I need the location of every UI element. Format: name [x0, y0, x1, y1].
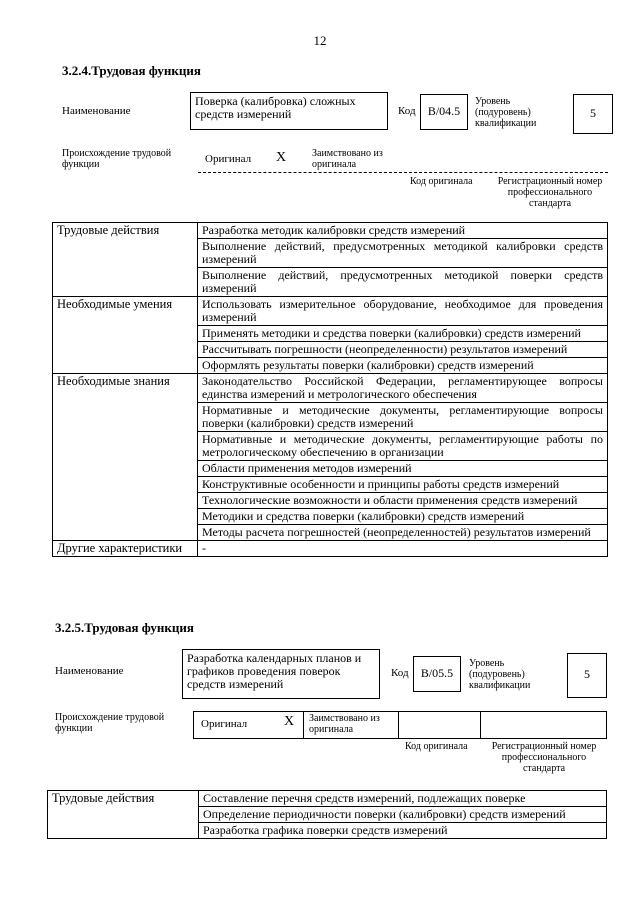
row-label: Трудовые действия: [53, 223, 198, 297]
row-item: Оформлять результаты поверки (калибровки) средств измерений: [198, 358, 608, 374]
row-item: Выполнение действий, предусмотренных методикой поверки средств измерений: [198, 268, 608, 297]
row-item: Нормативные и методические документы, регламентирующие работы по метрологическому обеспечению в организации: [198, 432, 608, 461]
code-value: В/05.5: [420, 666, 454, 680]
row-item: Рассчитывать погрешности (неопределенности) результатов измерений: [198, 342, 608, 358]
section-heading-3-2-4: 3.2.4.Трудовая функция: [62, 63, 201, 78]
level-label: Уровень (подуровень) квалификации: [475, 96, 537, 129]
original-mark: X: [284, 714, 295, 729]
original-label: Оригинал: [205, 153, 252, 165]
row-item: Выполнение действий, предусмотренных методикой калибровки средств измерений: [198, 239, 608, 268]
row-item: Конструктивные особенности и принципы работы средств измерений: [198, 477, 608, 493]
row-item: Разработка методик калибровки средств измерений: [198, 223, 608, 239]
origin-divider: [398, 711, 399, 739]
row-item: Определение периодичности поверки (калибровки) средств измерений: [199, 807, 607, 823]
reg-number-label: Регистрационный номер профессионального стандарта: [497, 176, 603, 209]
name-label: Наименование: [62, 105, 131, 117]
row-item: Составление перечня средств измерений, подлежащих поверке: [199, 791, 607, 807]
function-name-box: [182, 649, 380, 699]
level-label: Уровень (подуровень) квалификации: [469, 658, 531, 691]
origin-divider: [480, 711, 481, 739]
function-details-table-2: [47, 790, 607, 839]
borrowed-label: Заимствовано из оригинала: [309, 713, 380, 735]
function-name-box: [190, 92, 388, 130]
original-mark: X: [276, 150, 287, 165]
orig-code-label: Код оригинала: [410, 176, 473, 187]
origin-row-box: [193, 711, 607, 739]
table-row: [53, 374, 608, 403]
table-row: [48, 791, 607, 807]
code-label: Код: [391, 667, 409, 679]
origin-label: Происхождение трудовой функции: [62, 148, 172, 170]
row-item: Разработка графика поверки средств измерений: [199, 823, 607, 839]
row-item: Методики и средства поверки (калибровки) средств измерений: [198, 509, 608, 525]
row-label: Трудовые действия: [48, 791, 199, 839]
level-value: 5: [584, 667, 590, 681]
table-row: [53, 541, 608, 557]
row-label: Необходимые знания: [53, 374, 198, 541]
borrowed-label: Заимствовано из оригинала: [312, 148, 383, 170]
section-heading-3-2-5: 3.2.5.Трудовая функция: [55, 620, 194, 635]
level-value: 5: [590, 106, 596, 120]
origin-label: Происхождение трудовой функции: [55, 712, 165, 734]
code-label: Код: [398, 105, 416, 117]
original-label: Оригинал: [201, 718, 248, 730]
row-label: Необходимые умения: [53, 297, 198, 374]
row-item: Законодательство Российской Федерации, регламентирующее вопросы единства измерений и метрологического обеспечения: [198, 374, 608, 403]
orig-code-label: Код оригинала: [405, 741, 468, 752]
reg-number-label: Регистрационный номер профессионального стандарта: [491, 741, 597, 774]
level-box: [567, 653, 607, 698]
row-item: Использовать измерительное оборудование, необходимое для проведения измерений: [198, 297, 608, 326]
row-item: Области применения методов измерений: [198, 461, 608, 477]
row-label: Другие характеристики: [53, 541, 198, 557]
function-name: Поверка (калибровка) сложных средств измерений: [195, 94, 356, 121]
row-item: Нормативные и методические документы, регламентирующие вопросы поверки (калибровки) средств измерений: [198, 403, 608, 432]
table-row: [53, 297, 608, 326]
row-item: Применять методики и средства поверки (калибровки) средств измерений: [198, 326, 608, 342]
function-details-table-1: [52, 222, 608, 557]
row-item: Технологические возможности и области применения средств измерений: [198, 493, 608, 509]
name-label: Наименование: [55, 665, 124, 677]
table-row: [53, 223, 608, 239]
code-box: [413, 656, 461, 692]
function-name: Разработка календарных планов и графиков проведения поверок средств измерений: [187, 651, 362, 691]
page-number: 12: [313, 33, 327, 48]
level-box: [573, 94, 613, 134]
code-value: В/04.5: [427, 104, 461, 118]
row-item: Методы расчета погрешностей (неопределенностей) результатов измерений: [198, 525, 608, 541]
row-item: -: [198, 541, 608, 557]
code-box: [420, 94, 468, 130]
origin-divider: [303, 711, 304, 739]
origin-row-line: [198, 172, 608, 173]
